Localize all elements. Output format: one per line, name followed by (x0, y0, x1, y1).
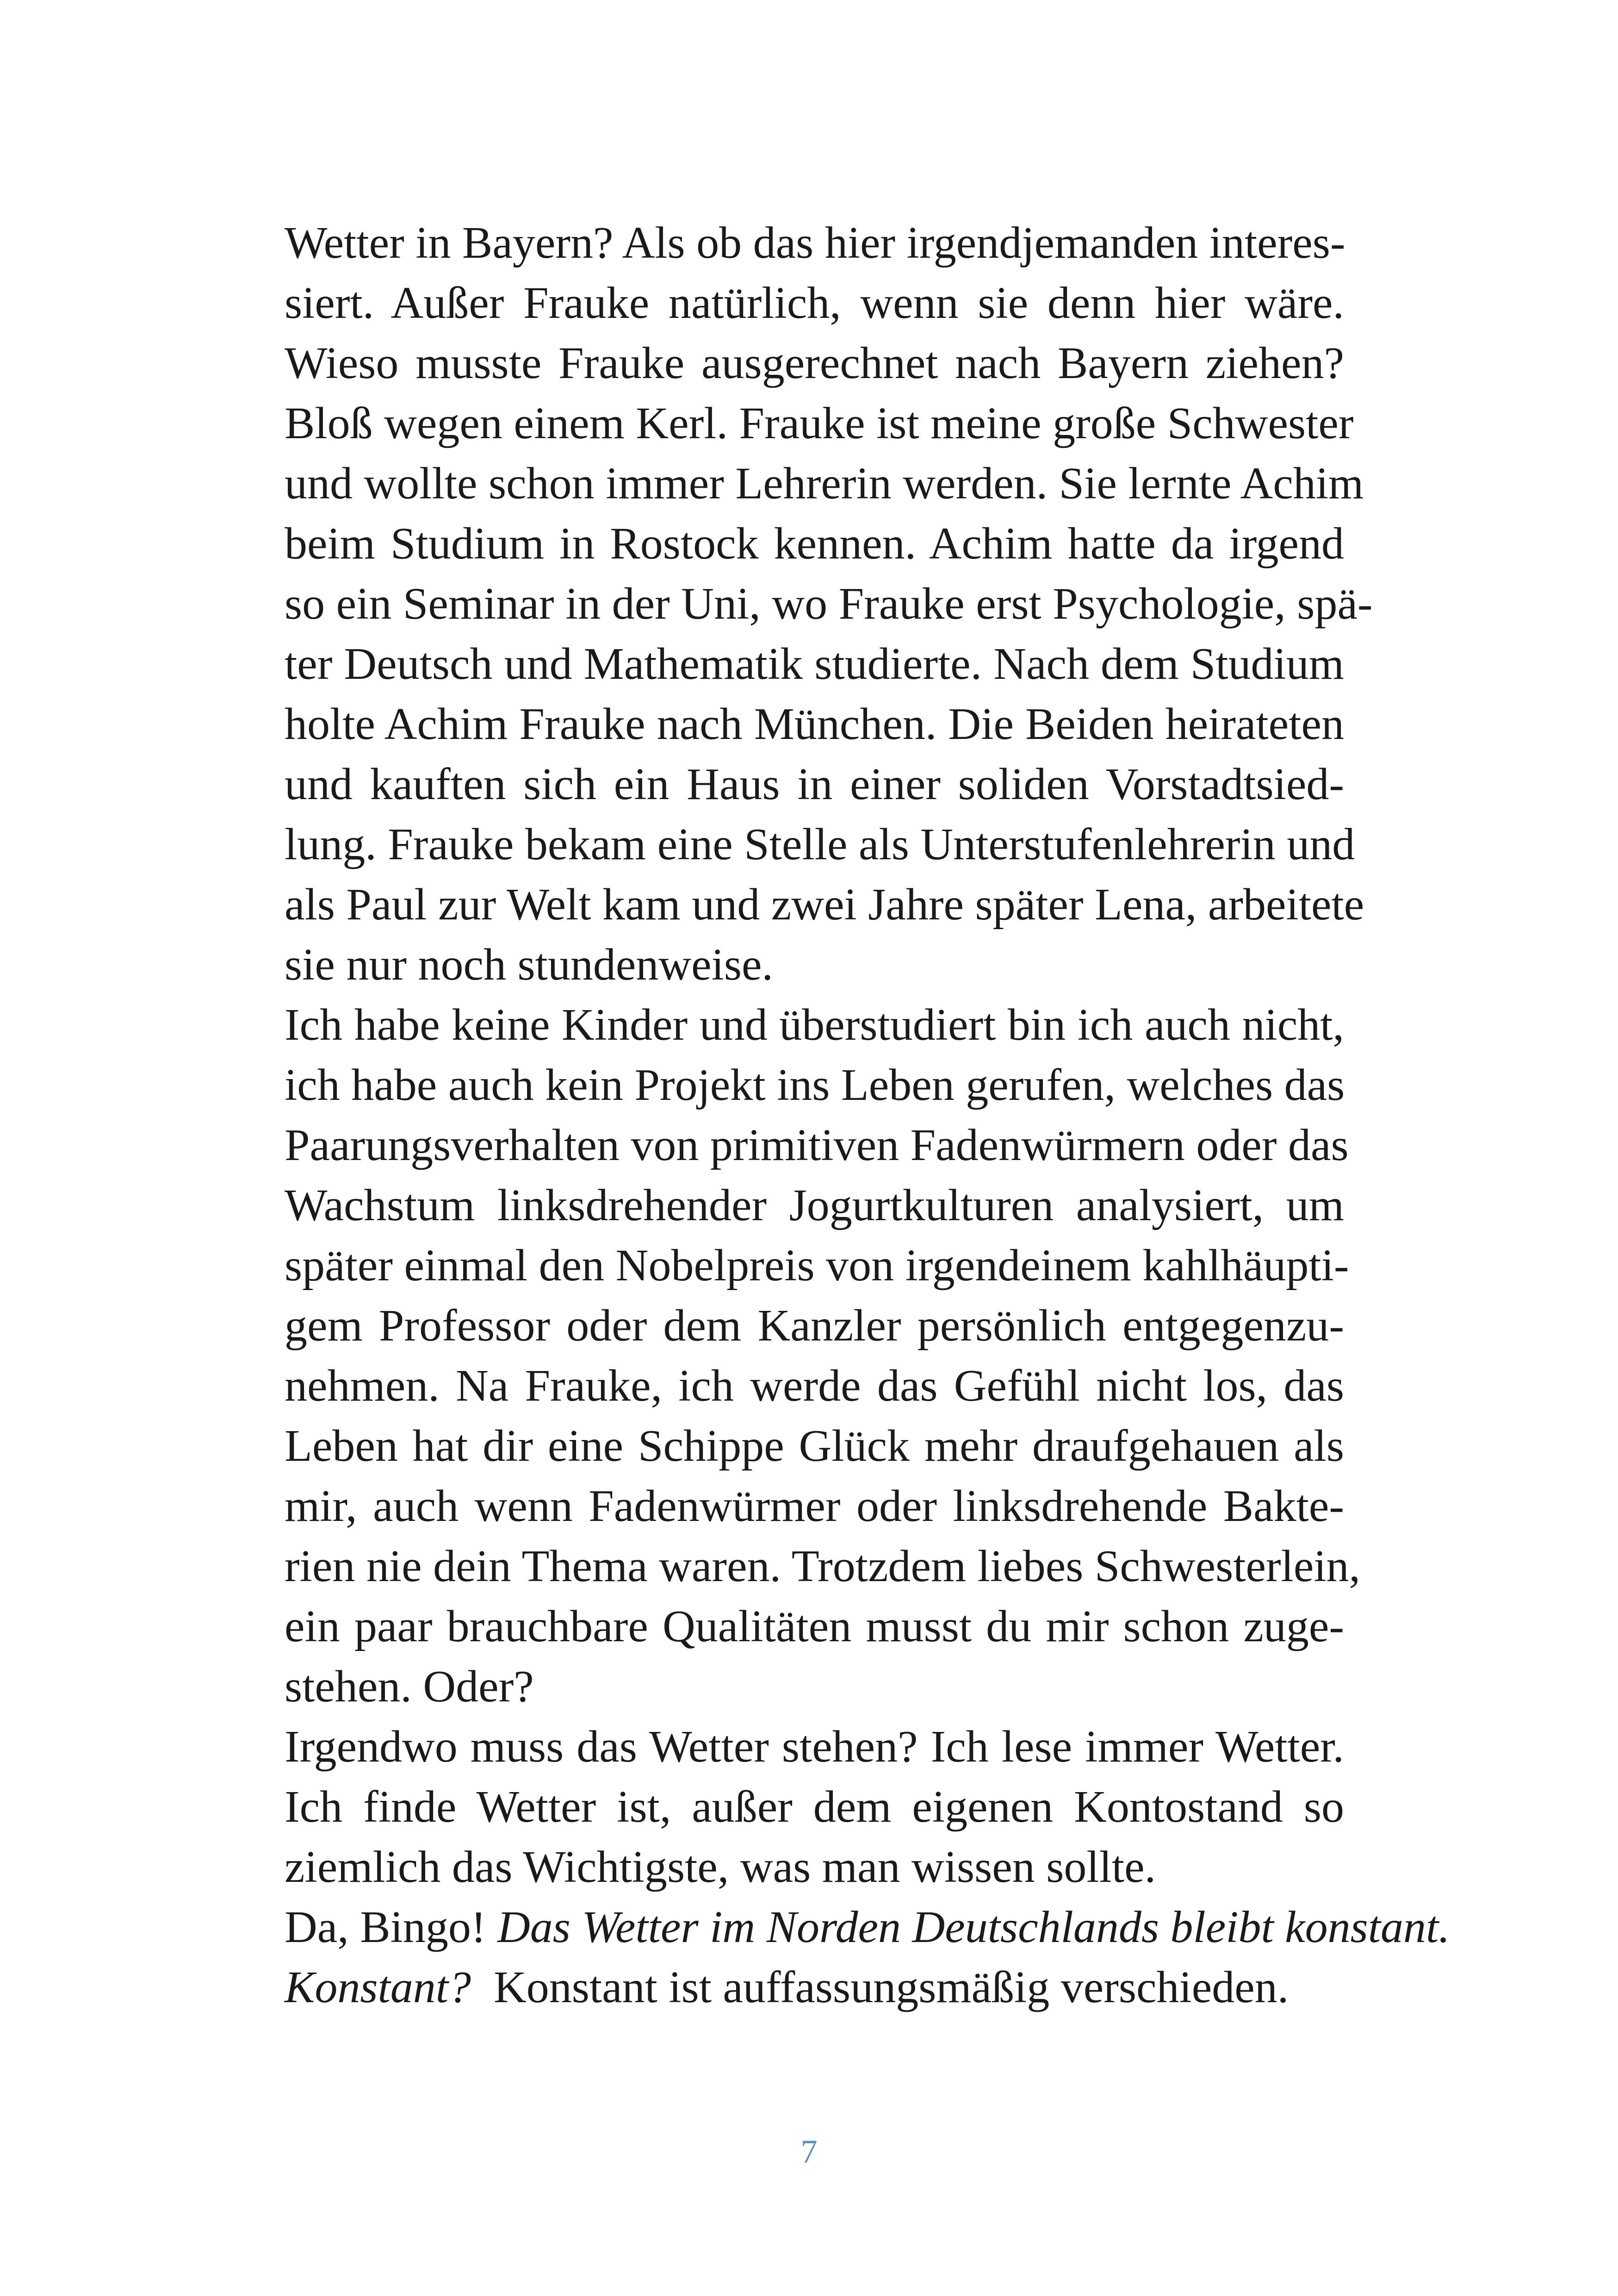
text-line (285, 1897, 1450, 1957)
body-text (285, 213, 1450, 2017)
page-number: 7 (800, 2133, 818, 2170)
text-line: gem Professor oder dem Kanzler persönlich entgegenzu- (285, 1301, 1344, 1351)
text-line: lung. Frauke bekam eine Stelle als Unterstufenlehrerin und (285, 819, 1355, 869)
text-line: ich habe auch kein Projekt ins Leben gerufen, welches das (285, 1060, 1345, 1110)
text-line: ter Deutsch und Mathematik studierte. Nach dem Studium (285, 639, 1344, 689)
text-line: ein paar brauchbare Qualitäten musst du mir schon zuge- (285, 1601, 1344, 1651)
text-line: später einmal den Nobelpreis von irgendeinem kahlhäupti- (285, 1241, 1349, 1291)
text-line (285, 1957, 1344, 2017)
text-line: rien nie dein Thema waren. Trotzdem liebes Schwesterlein, (285, 1541, 1361, 1591)
text-line: so ein Seminar in der Uni, wo Frauke erst Psychologie, spä- (285, 579, 1373, 629)
text-run: Konstant ist auffassungsmäßig verschieden. (471, 1962, 1289, 2012)
text-line: als Paul zur Welt kam und zwei Jahre später Lena, arbeitete (285, 880, 1364, 930)
text-line: beim Studium in Rostock kennen. Achim hatte da irgend (285, 519, 1344, 569)
text-line: und wollte schon immer Lehrerin werden. Sie lernte Achim (285, 459, 1364, 509)
text-line: nehmen. Na Frauke, ich werde das Gefühl nicht los, das (285, 1361, 1344, 1411)
text-line: mir, auch wenn Fadenwürmer oder linksdrehende Bakte- (285, 1481, 1344, 1531)
text-line: Wetter in Bayern? Als ob das hier irgendjemanden interes- (285, 218, 1345, 268)
text-line: Wieso musste Frauke ausgerechnet nach Bayern ziehen? (285, 338, 1344, 388)
text-line: sie nur noch stundenweise. (285, 940, 773, 990)
text-line: ziemlich das Wichtigste, was man wissen sollte. (285, 1842, 1156, 1892)
text-line: Bloß wegen einem Kerl. Frauke ist meine große Schwester (285, 398, 1354, 448)
text-line: Ich finde Wetter ist, außer dem eigenen Kontostand so (285, 1782, 1344, 1832)
italic-text-run: Konstant? (285, 1962, 471, 2012)
text-line: siert. Außer Frauke natürlich, wenn sie denn hier wäre. (285, 278, 1344, 328)
text-line: Leben hat dir eine Schippe Glück mehr draufgehauen als (285, 1421, 1344, 1471)
paragraph (285, 213, 1373, 995)
text-line: holte Achim Frauke nach München. Die Beiden heirateten (285, 699, 1344, 749)
paragraph (285, 1717, 1344, 1897)
text-line: Wachstum linksdrehender Jogurtkulturen analysiert, um (285, 1180, 1344, 1230)
text-line: Ich habe keine Kinder und überstudiert bin ich auch nicht, (285, 1000, 1344, 1050)
paragraph (285, 1897, 1450, 2017)
italic-text-run: Das Wetter im Norden Deutschlands bleibt konstant. (497, 1902, 1450, 1952)
text-line: Paarungsverhalten von primitiven Fadenwürmern oder das (285, 1120, 1349, 1170)
paragraph (285, 995, 1361, 1717)
text-run: Da, Bingo! (285, 1902, 497, 1952)
text-line: und kauften sich ein Haus in einer soliden Vorstadtsied- (285, 759, 1344, 809)
text-line: stehen. Oder? (285, 1662, 534, 1712)
text-line: Irgendwo muss das Wetter stehen? Ich lese immer Wetter. (285, 1722, 1344, 1772)
